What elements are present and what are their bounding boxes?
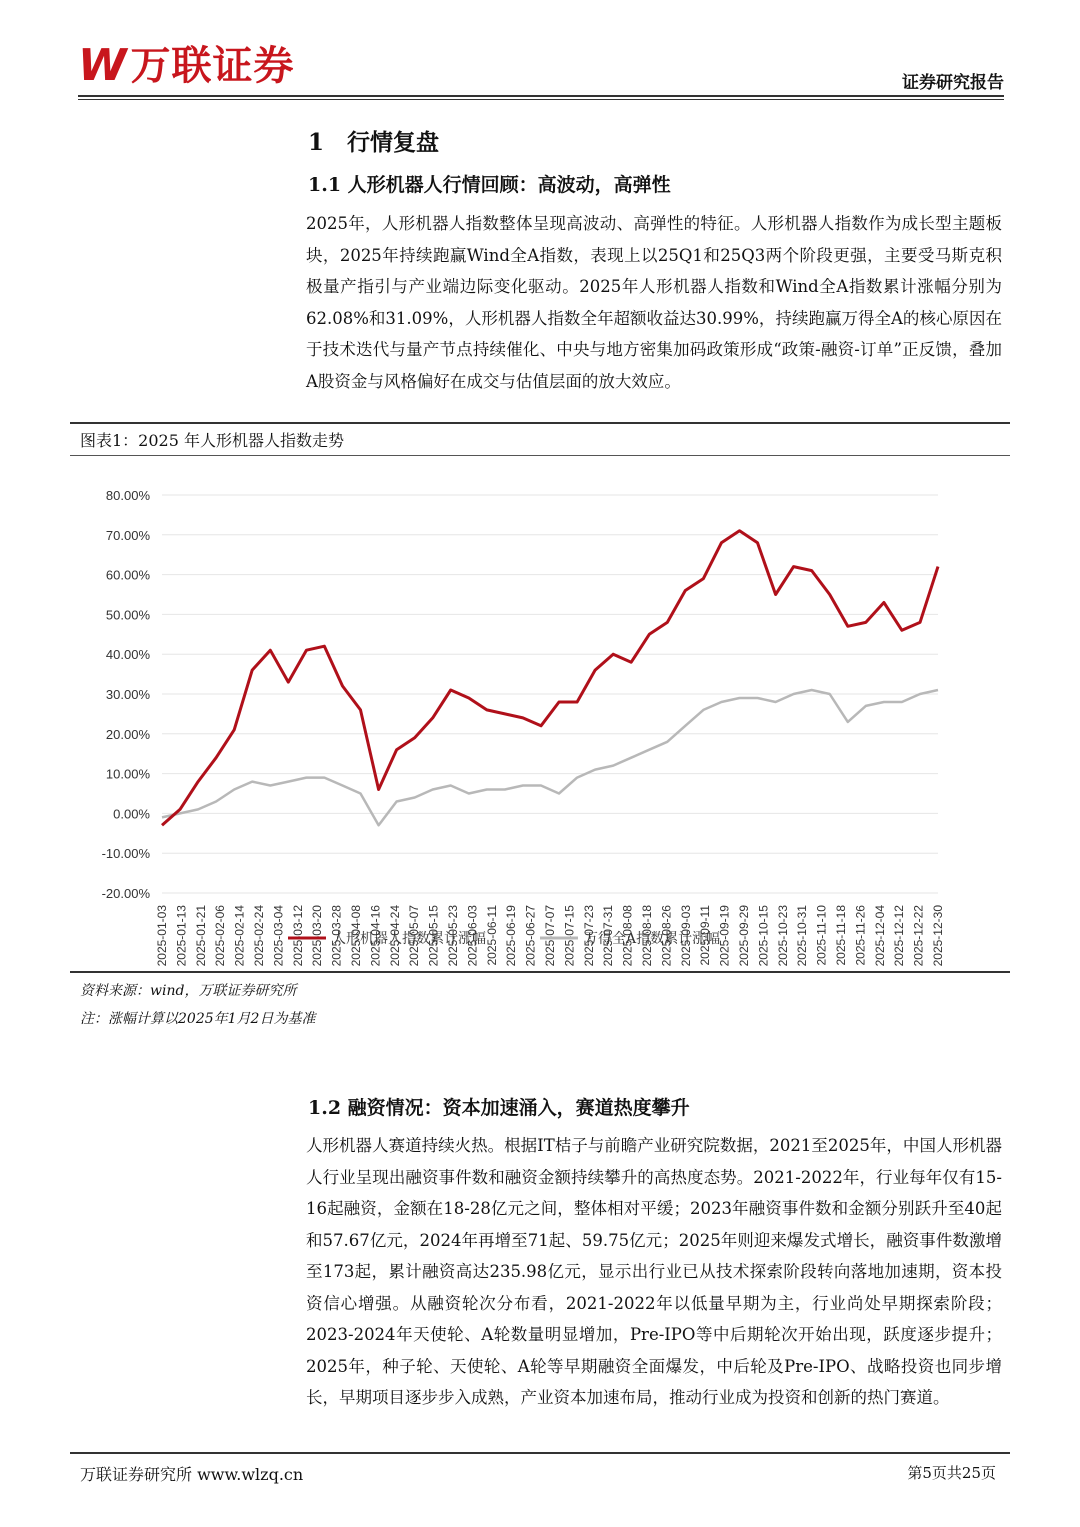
header-divider [78, 95, 1004, 97]
y-tick-label: 80.00% [105, 488, 150, 503]
x-tick-label: 2025-08-18 [640, 905, 654, 967]
index-trend-chart [70, 458, 1010, 968]
y-tick-label: 10.00% [105, 766, 150, 782]
x-tick-label: 2025-02-24 [252, 905, 266, 967]
x-tick-label: 2025-09-19 [717, 905, 732, 967]
y-tick-label: 0.00% [113, 806, 150, 822]
header-divider-thin [78, 99, 1004, 100]
x-tick-label: 2025-08-08 [620, 905, 635, 967]
x-tick-label: 2025-05-15 [426, 905, 441, 967]
y-tick-label: 60.00% [105, 567, 150, 583]
x-tick-label: 2025-03-04 [271, 905, 286, 967]
x-tick-label: 2025-11-18 [834, 905, 848, 966]
x-tick-label: 2025-03-28 [329, 905, 344, 967]
x-tick-label: 2025-03-12 [290, 905, 305, 967]
page-number: 第5页共25页 [907, 1464, 996, 1482]
x-tick-label: 2025-02-14 [232, 905, 247, 967]
y-tick-label: 20.00% [105, 726, 150, 742]
figure-note: 注：涨幅计算以2025年1月2日为基准 [80, 1011, 316, 1027]
x-tick-label: 2025-03-20 [310, 905, 325, 967]
figure-title-rule [70, 455, 1010, 456]
x-tick-label: 2025-05-07 [407, 905, 422, 967]
figure-bottom-rule [70, 971, 1010, 973]
figure-source: 资料来源：wind，万联证券研究所 [80, 983, 297, 999]
x-tick-label: 2025-07-31 [601, 905, 616, 967]
x-tick-label: 2025-01-03 [155, 905, 169, 967]
x-tick-label: 2025-11-10 [814, 905, 829, 966]
x-tick-label: 2025-01-21 [193, 905, 208, 967]
x-tick-label: 2025-09-11 [698, 905, 713, 966]
x-tick-label: 2025-09-29 [737, 905, 751, 967]
x-tick-label: 2025-06-27 [523, 905, 538, 967]
x-tick-label: 2025-07-15 [562, 905, 577, 967]
x-tick-label: 2025-07-07 [543, 905, 557, 967]
x-tick-label: 2025-09-03 [678, 905, 693, 967]
section-1-heading: 1 行情复盘 [308, 129, 440, 156]
x-tick-label: 2025-10-23 [775, 905, 790, 967]
x-tick-label: 2025-06-03 [465, 905, 480, 967]
series-line-wind-a-index [162, 690, 938, 825]
x-tick-label: 2025-10-15 [756, 905, 771, 967]
x-tick-label: 2025-12-22 [911, 905, 926, 967]
y-tick-label: 30.00% [105, 687, 150, 702]
legend-label: 人形机器人指数累计涨幅 [332, 931, 486, 947]
x-tick-label: 2025-07-23 [581, 905, 596, 967]
y-tick-label: 40.00% [105, 647, 150, 663]
x-tick-label: 2025-12-04 [872, 905, 887, 967]
x-tick-label: 2025-10-31 [795, 905, 810, 967]
report-type: 证券研究报告 [902, 73, 1004, 93]
legend-label: 万得全A指数累计涨幅 [584, 931, 721, 947]
x-tick-label: 2025-12-30 [931, 905, 945, 967]
y-tick-label: -20.00% [101, 886, 150, 901]
section-1-1-heading: 1.1 人形机器人行情回顾：高波动，高弹性 [308, 174, 671, 196]
y-tick-label: 70.00% [105, 527, 150, 543]
x-tick-label: 2025-04-16 [368, 905, 383, 967]
x-tick-label: 2025-11-26 [853, 905, 868, 966]
x-tick-label: 2025-02-06 [213, 905, 228, 967]
x-tick-label: 2025-06-11 [484, 905, 499, 966]
section-1-2-heading: 1.2 融资情况：资本加速涌入，赛道热度攀升 [308, 1097, 690, 1119]
footer-divider [70, 1452, 1010, 1454]
page-header [78, 42, 1004, 94]
logo-mark: W [78, 40, 123, 91]
y-tick-label: -10.00% [101, 846, 150, 862]
figure-top-rule [70, 422, 1010, 424]
x-tick-label: 2025-08-26 [659, 905, 674, 967]
company-logo [78, 40, 295, 91]
x-tick-label: 2025-12-12 [892, 905, 907, 967]
section-1-1-paragraph: 2025年，人形机器人指数整体呈现高波动、高弹性的特征。人形机器人指数作为成长型主题板块，2025年持续跑赢Wind全A指数，表现上以25Q1和25Q3两个阶段更强，主要受马斯克积极量产指引与产业端边际变化驱动。2025年人形机器人指数和Wind全A指数累计涨幅分别为62.08%和31.09%，人形机器人指数全年超额收益达30.99%，持续跑赢万得全A的核心原因在于技术迭代与量产节点持续催化、中央与地方密集加码政策形成“政策-融资-订单”正反馈，叠加A股资金与风格偏好在成交与估值层面的放大效应。 [306, 214, 1002, 391]
logo-name: 万联证券 [130, 43, 295, 89]
section-1-2-paragraph: 人形机器人赛道持续火热。根据IT桔子与前瞻产业研究院数据，2021至2025年，中国人形机器人行业呈现出融资事件数和融资金额持续攀升的高热度态势。2021-2022年，行业每年仅有15-16起融资，金额在18-28亿元之间，整体相对平缓；2023年融资事件数和金额分别跃升至40起和57.67亿元，2024年再增至71起、59.75亿元；2025年则迎来爆发式增长，融资事件数激增至173起，累计融资高达235.98亿元，显示出行业已从技术探索阶段转向落地加速期，资本投资信心增强。从融资轮次分布看，2021-2022年以低量早期为主，行业尚处早期探索阶段；2023-2024年天使轮、A轮数量明显增加，Pre-IPO等中后期轮次开始出现，跃度逐步提升；2025年，种子轮、天使轮、A轮等早期融资全面爆发，中后轮及Pre-IPO、战略投资也同步增长，早期项目逐步步入成熟，产业资本加速布局，推动行业成为投资和创新的热门赛道。 [306, 1136, 1002, 1407]
x-tick-label: 2025-01-13 [174, 905, 189, 967]
figure-title: 图表1：2025 年人形机器人指数走势 [80, 431, 344, 450]
y-tick-label: 50.00% [105, 607, 150, 623]
x-tick-label: 2025-04-24 [387, 905, 402, 967]
x-tick-label: 2025-04-08 [349, 905, 363, 967]
footer-website: 万联证券研究所 www.wlzq.cn [80, 1465, 304, 1484]
x-tick-label: 2025-05-23 [446, 905, 460, 967]
x-tick-label: 2025-06-19 [504, 905, 519, 967]
